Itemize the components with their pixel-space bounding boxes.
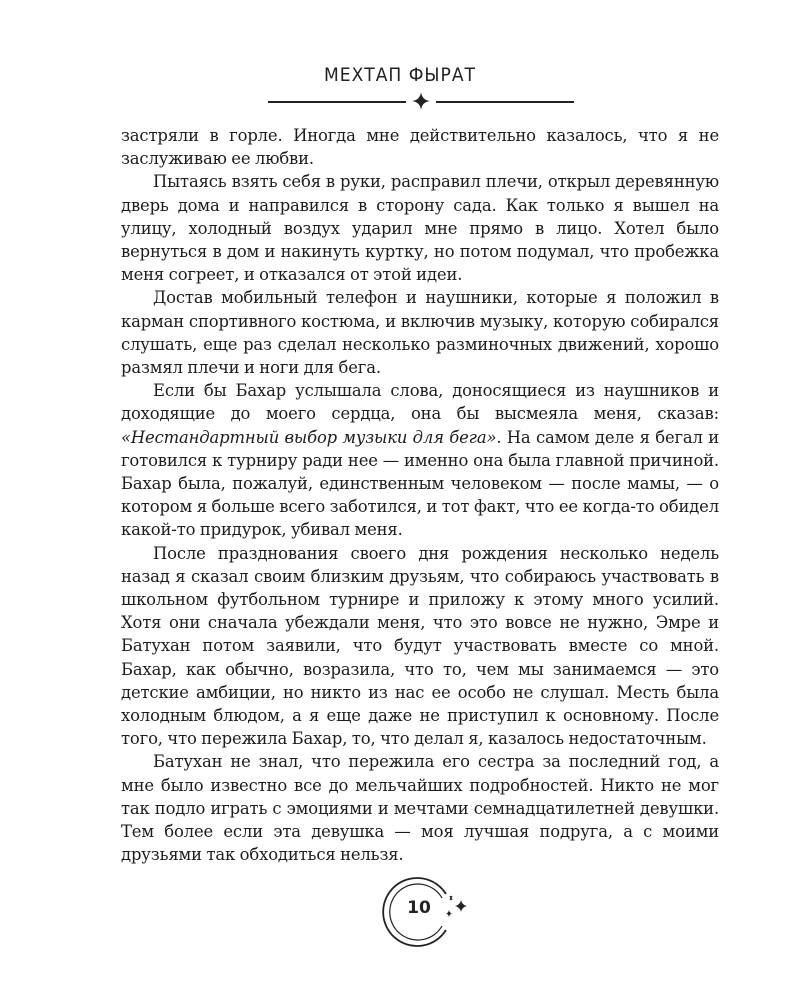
sparkle-icon	[450, 896, 467, 912]
four-point-star-icon	[411, 91, 431, 111]
running-header	[0, 62, 800, 88]
author-name: МЕХТАП ФЫРАТ	[324, 64, 476, 86]
page-body	[121, 124, 719, 867]
header-rule-right	[436, 101, 574, 103]
header-divider	[268, 92, 574, 112]
page-number: 10	[407, 898, 431, 918]
page-folio	[376, 872, 476, 952]
paragraph-1: застряли в горле. Иногда мне действительно казалось, что я не заслуживаю ее любви.	[121, 126, 719, 169]
paragraph-5: После празднования своего дня рождения несколько недель назад я сказал своим близким друзьям, что собираюсь участвовать в школьном футбольном турнире и приложу к этому много усилий. Хотя они сначала убеждали меня, что это вовсе не нужно, Эмре и Батухан потом заявили, что будут участвовать вместе со мной. Бахар, как обычно, возразила, что то, чем мы занимаемся — это детские амбиции, но никто из нас ее особо не слушал. Месть была холодным блюдом, а я еще даже не приступил к основному. После того, что пережила Бахар, то, что делал я, казалось недостаточным.	[121, 543, 719, 749]
small-star-icon	[446, 910, 452, 917]
paragraph-4	[121, 379, 719, 541]
paragraph-4-tail: . На самом деле я бегал и готовился к турниру ради нее — именно она была главной причиной. Бахар была, пожалуй, единственным человеком — после мамы, — о котором я больше всего заботился, и тот факт, что ее когда-то обидел какой-то придурок, убивал меня.	[121, 427, 719, 540]
paragraph-6: Батухан не знал, что пережила его сестра за последний год, а мне было известно все до мельчайших подробностей. Никто не мог так подло играть с эмоциями и мечтами семнадцатилетней девушки. Тем более если эта девушка — моя лучшая подруга, а с моими друзьями так обходиться нельзя.	[121, 752, 719, 865]
quoted-phrase: «Нестандартный выбор музыки для бега»	[121, 427, 497, 447]
paragraph-2: Пытаясь взять себя в руки, расправил плечи, открыл деревянную дверь дома и направился в сторону сада. Как только я вышел на улицу, холодный воздух ударил мне прямо в лицо. Хотел было вернуться в дом и накинуть куртку, но потом подумал, что пробежка меня согреет, и отказался от этой идеи.	[121, 172, 719, 285]
header-rule-left	[268, 101, 406, 103]
paragraph-3: Достав мобильный телефон и наушники, которые я положил в карман спортивного костюма, и включив музыку, которую собирался слушать, еще раз сделал несколько разминочных движений, хорошо размял плечи и ноги для бега.	[121, 288, 719, 378]
paragraph-4-lead: Если бы Бахар услышала слова, доносящиеся из наушников и доходящие до моего сердца, она бы высмеяла меня, сказав:	[121, 381, 719, 424]
